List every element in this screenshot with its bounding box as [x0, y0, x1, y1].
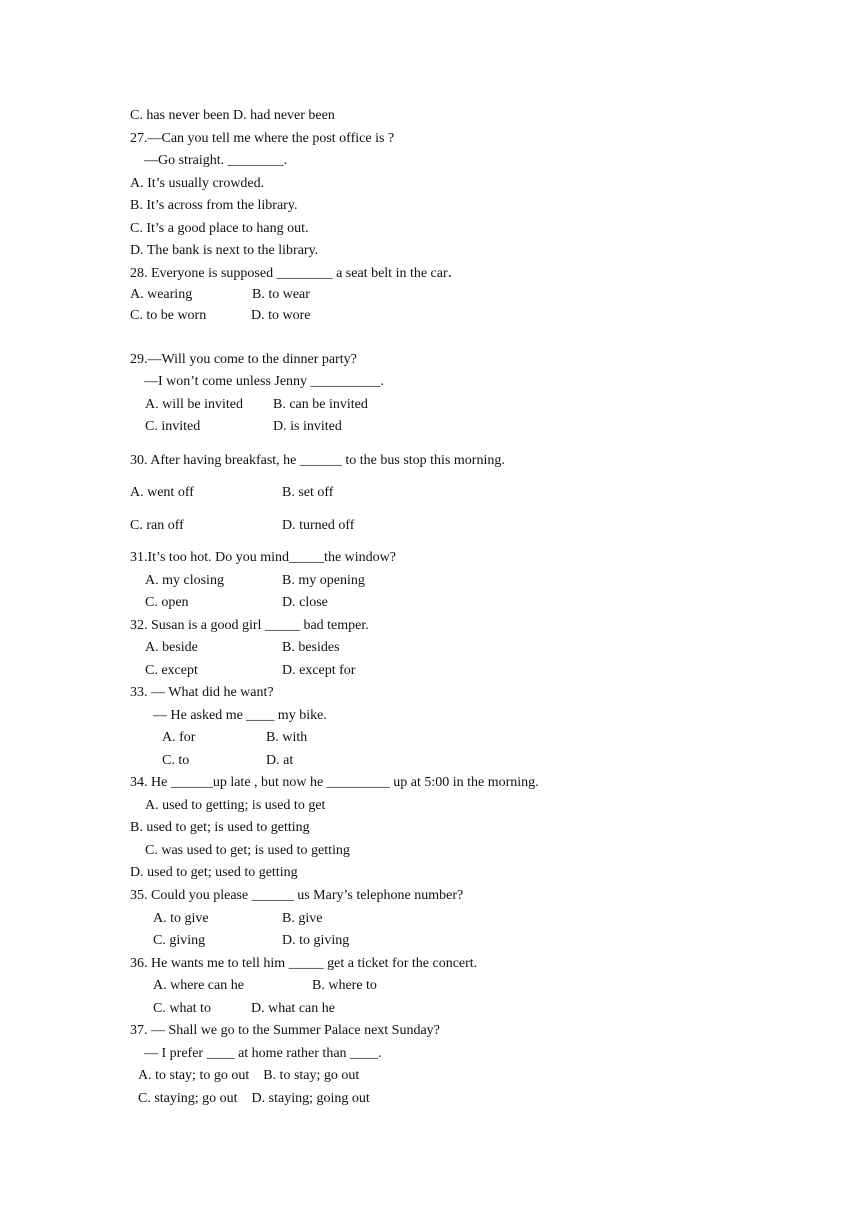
question-34-option-d: D. used to get; used to getting — [130, 865, 298, 880]
question-34-option-b: B. used to get; is used to getting — [130, 820, 310, 835]
question-35-option-a: A. to give — [153, 911, 209, 926]
question-31-option-c: C. open — [145, 595, 189, 610]
question-33-option-d: D. at — [266, 753, 294, 768]
question-33-option-b: B. with — [266, 730, 308, 745]
question-30-option-a: A. went off — [130, 485, 194, 500]
question-27-option-a: A. It’s usually crowded. — [130, 176, 265, 191]
question-27-response: —Go straight. ________. — [144, 153, 288, 168]
question-34-option-a: A. used to getting; is used to get — [145, 798, 326, 813]
question-30-stem — [130, 452, 505, 470]
question-36-option-b: B. where to — [312, 978, 377, 993]
question-29-option-d: D. is invited — [273, 419, 342, 434]
question-27-option-b: B. It’s across from the library. — [130, 198, 298, 213]
question-28-option-c: C. to be worn — [130, 308, 207, 323]
question-27-option-d: D. The bank is next to the library. — [130, 243, 319, 258]
question-26-options-cd: C. has never been D. had never been — [130, 108, 335, 123]
question-29-response: —I won’t come unless Jenny __________. — [144, 374, 385, 389]
question-33-stem: 33. — What did he want? — [130, 685, 274, 700]
question-32-option-a: A. beside — [145, 640, 198, 655]
question-33-response: — He asked me ____ my bike. — [153, 708, 327, 723]
question-37-stem: 37. — Shall we go to the Summer Palace next Sunday? — [130, 1023, 440, 1038]
question-32-option-c: C. except — [145, 663, 198, 678]
question-28-stem: 28. Everyone is supposed ________ a seat belt in the car． — [130, 266, 462, 281]
question-33-option-a: A. for — [162, 730, 196, 745]
question-29-option-c: C. invited — [145, 419, 201, 434]
question-30-blank: ______ — [299, 453, 342, 468]
question-37-options-ab: A. to stay; to go out B. to stay; go out — [138, 1068, 360, 1083]
question-27-option-c: C. It’s a good place to hang out. — [130, 221, 309, 236]
question-36-option-a: A. where can he — [153, 978, 244, 993]
question-37-options-cd: C. staying; go out D. staying; going out — [138, 1091, 370, 1106]
question-30-text-before: 30. After having breakfast, he — [130, 453, 300, 468]
question-29-option-b: B. can be invited — [273, 397, 368, 412]
question-37-response: — I prefer ____ at home rather than ____. — [144, 1046, 382, 1061]
question-28-option-d: D. to wore — [251, 308, 311, 323]
question-28-option-b: B. to wear — [252, 287, 310, 302]
question-30-option-b: B. set off — [282, 485, 334, 500]
question-35-stem: 35. Could you please ______ us Mary’s telephone number? — [130, 888, 464, 903]
question-30-text-after: to the bus stop this morning. — [341, 453, 505, 468]
question-34-stem: 34. He ______up late , but now he _________ up at 5:00 in the morning. — [130, 775, 539, 790]
question-32-option-b: B. besides — [282, 640, 340, 655]
question-33-option-c: C. to — [162, 753, 190, 768]
question-30-option-c: C. ran off — [130, 518, 184, 533]
question-35-option-b: B. give — [282, 911, 323, 926]
question-36-option-c: C. what to — [153, 1001, 211, 1016]
question-30-option-d: D. turned off — [282, 518, 355, 533]
question-27-stem: 27.—Can you tell me where the post office is ? — [130, 131, 395, 146]
question-36-option-d: D. what can he — [251, 1001, 335, 1016]
question-34-option-c: C. was used to get; is used to getting — [145, 843, 350, 858]
question-31-option-b: B. my opening — [282, 573, 365, 588]
question-31-option-d: D. close — [282, 595, 328, 610]
question-35-option-c: C. giving — [153, 933, 206, 948]
question-32-stem: 32. Susan is a good girl _____ bad temper. — [130, 618, 369, 633]
question-31-option-a: A. my closing — [145, 573, 224, 588]
question-28-option-a: A. wearing — [130, 287, 193, 302]
question-29-option-a: A. will be invited — [145, 397, 243, 412]
question-36-stem: 36. He wants me to tell him _____ get a ticket for the concert. — [130, 956, 478, 971]
question-32-option-d: D. except for — [282, 663, 356, 678]
question-31-stem: 31.It’s too hot. Do you mind_____the window? — [130, 550, 396, 565]
question-29-stem: 29.—Will you come to the dinner party? — [130, 352, 357, 367]
question-35-option-d: D. to giving — [282, 933, 350, 948]
